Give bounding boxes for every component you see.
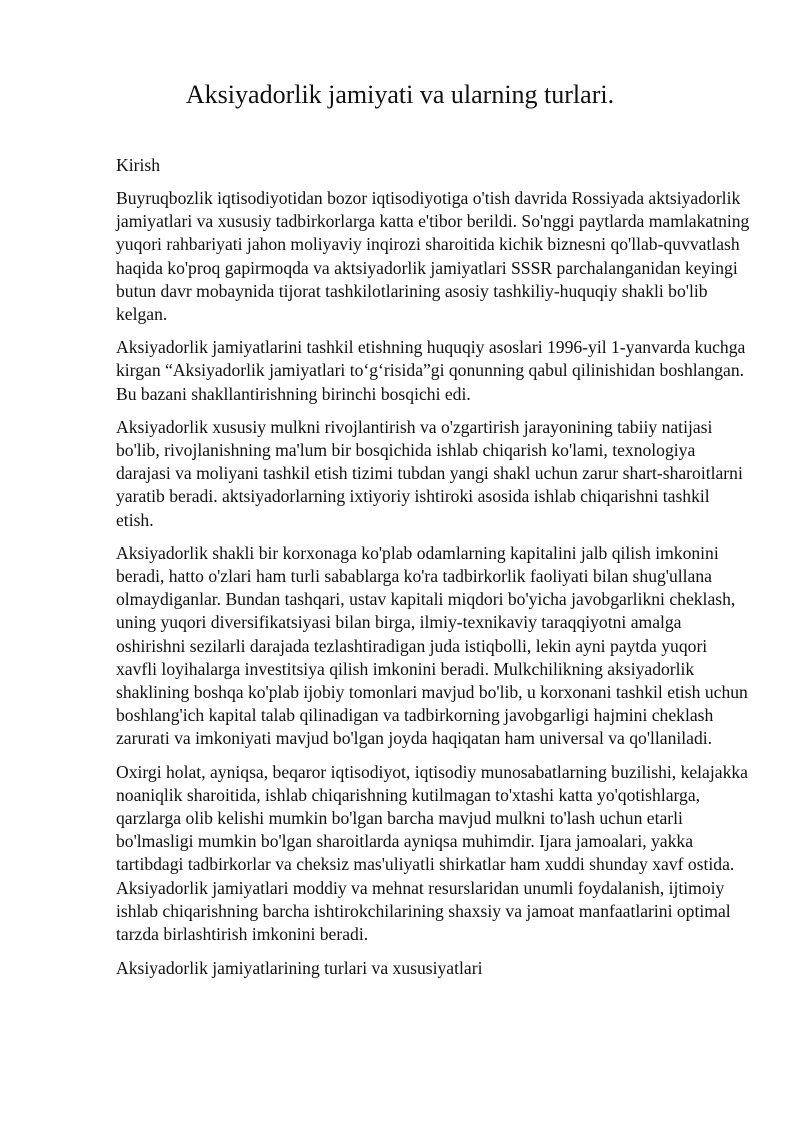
intro-heading: Kirish bbox=[116, 155, 160, 175]
paragraph-2: Aksiyadorlik jamiyatlarini tashkil etishning huquqiy asoslari 1996-yil 1-yanvarda kuchga kirgan “Aksiyadorlik jamiyatlari to‘g‘risida”gi qonunning qabul qilinishidan boshlangan. Bu bazani shakllantirishning birinchi bosqichi edi. bbox=[116, 337, 746, 404]
paragraph-4: Aksiyadorlik shakli bir korxonaga ko'plab odamlarning kapitalini jalb qilish imkonini beradi, hatto o'zlari ham turli sabablarga ko'ra tadbirkorlik faoliyati bilan shug'ullana olmaydiganlar. Bundan tashqari, ustav kapitali miqdori bo'yicha javobgarlikni cheklash, uning yuqori diversifikatsiyasi bilan birga, ilmiy-texnikaviy taraqqiyotni amalga oshirishni sezilarli darajada tezlashtiradigan juda istiqbolli, lekin ayni paytda yuqori xavfli loyihalarga investitsiya qilish imkonini beradi. Mulkchilikning aksiyadorlik shaklining boshqa ko'plab ijobiy tomonlari mavjud bo'lib, u korxonani tashkil etish uchun boshlang'ich kapital talab qilinadigan va tadbirkorning javobgarligi hajmini cheklash zarurati va imkoniyati mavjud bo'lgan joyda haqiqatan ham universal va qo'llaniladi. bbox=[116, 542, 748, 749]
paragraph-5: Oxirgi holat, ayniqsa, beqaror iqtisodiyot, iqtisodiy munosabatlarning buzilishi, kelajakka noaniqlik sharoitida, ishlab chiqarishning kutilmagan to'xtashi katta yo'qotishlarga, qarzlarga olib kelishi mumkin bo'lgan barcha mavjud mulkni to'lash uchun etarli bo'lmasligi mumkin bo'lgan sharoitlarda ayniqsa muhimdir. Ijara jamoalari, yakka tartibdagi tadbirkorlar va cheksiz mas'uliyatli shirkatlar ham xuddi shunday xavf ostida. Aksiyadorlik jamiyatlari moddiy va mehnat resurslaridan unumli foydalanish, ijtimoiy ishlab chiqarishning barcha ishtirokchilarining shaxsiy va jamoat manfaatlarini optimal tarzda birlashtirish imkonini beradi. bbox=[116, 761, 748, 945]
document-title: Aksiyadorlik jamiyati va ularning turlari. bbox=[185, 80, 615, 109]
section-subheading: Aksiyadorlik jamiyatlarining turlari va xususiyatlari bbox=[116, 958, 483, 979]
paragraph-1: Buyruqbozlik iqtisodiyotidan bozor iqtisodiyotiga o'tish davrida Rossiyada aktsiyadorlik jamiyatlari va xususiy tadbirkorlarga katta e'tibor berildi. So'nggi paytlarda mamlakatning yuqori rahbariyati jahon moliyaviy inqirozi sharoitida kichik biznesni qo'llab-quvvatlash haqida ko'proq gapirmoqda va aktsiyadorlik jamiyatlari SSSR parchalanganidan keyingi butun davr mobaynida tijorat tashkilotlarining asosiy tashkiliy-huquqiy shakli bo'lib kelgan. bbox=[116, 188, 750, 325]
paragraph-3: Aksiyadorlik xususiy mulkni rivojlantirish va o'zgartirish jarayonining tabiiy natijasi bo'lib, rivojlanishning ma'lum bir bosqichida ishlab chiqarish ko'lami, texnologiya darajasi va moliyani tashkil etish tizimi tubdan yangi shakl uchun zarur shart-sharoitlarni yaratib beradi. aktsiyadorlarning ixtiyoriy ishtiroki asosida ishlab chiqarishni tashkil etish. bbox=[116, 416, 743, 530]
